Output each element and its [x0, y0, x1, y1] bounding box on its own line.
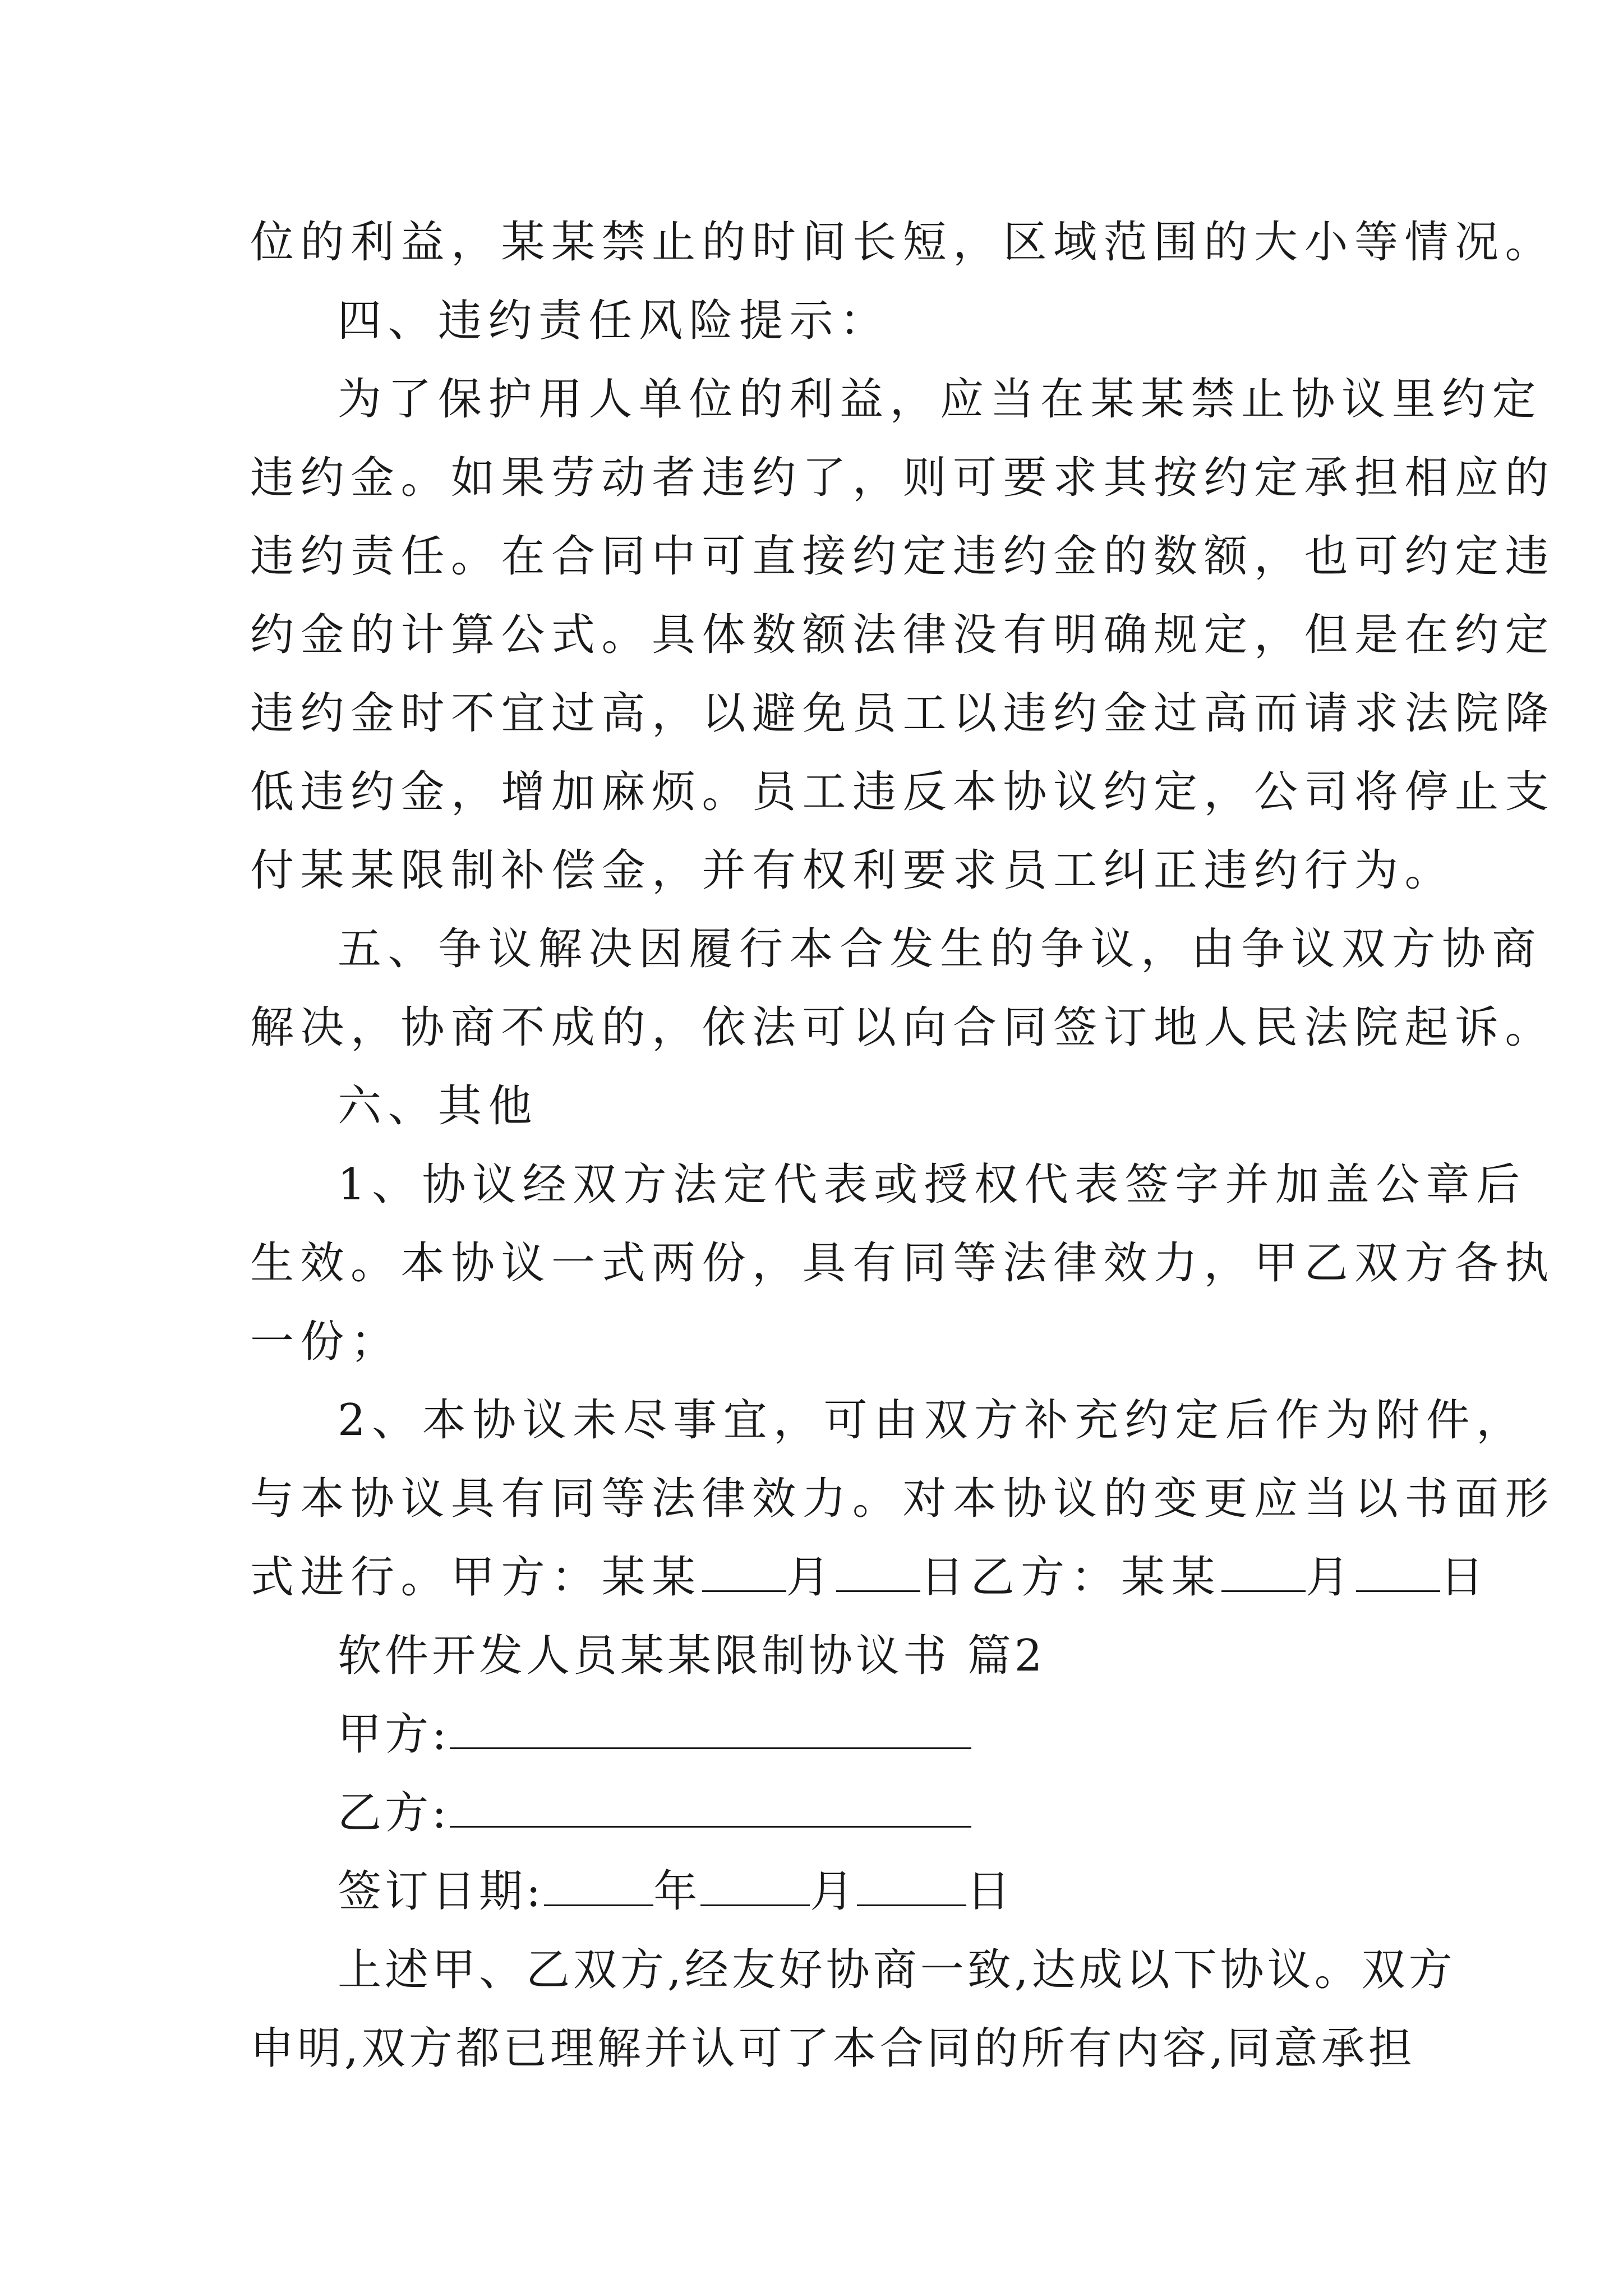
paragraph-line: 违约金时不宜过高，以避免员工以违约金过高而请求法院降 — [250, 688, 1556, 739]
paragraph-line: 约金的计算公式。具体数额法律没有明确规定，但是在约定 — [250, 610, 1556, 660]
month-label: 月 — [786, 1552, 837, 1603]
signature-prefix: 式进行。甲方：某某 — [250, 1552, 702, 1603]
section-heading-other: 六、其他 — [338, 1081, 539, 1131]
signature-middle: 日乙方：某某 — [920, 1552, 1222, 1603]
paragraph-line: 申明,双方都已理解并认可了本合同的所有内容,同意承担 — [250, 2023, 1415, 2074]
day-field[interactable] — [857, 1866, 966, 1906]
paragraph-line: 1、协议经双方法定代表或授权代表签字并加盖公章后 — [338, 1159, 1527, 1210]
day-label: 日 — [966, 1866, 1014, 1917]
paragraph-line: 生效。本协议一式两份，具有同等法律效力，甲乙双方各执 — [250, 1238, 1556, 1289]
paragraph-line: 为了保护用人单位的利益，应当在某某禁止协议里约定 — [338, 374, 1543, 425]
month-field[interactable] — [700, 1866, 810, 1906]
party-a-row — [338, 1701, 1465, 1768]
paragraph-line: 违约责任。在合同中可直接约定违约金的数额，也可约定违 — [250, 531, 1556, 582]
month-label: 月 — [1306, 1552, 1356, 1603]
blank-field[interactable] — [836, 1552, 920, 1592]
paragraph-line: 付某某限制补偿金，并有权利要求员工纠正违约行为。 — [250, 845, 1455, 896]
sign-date-label: 签订日期: — [338, 1866, 545, 1917]
paragraph-line: 低违约金，增加麻烦。员工违反本协议约定，公司将停止支 — [250, 767, 1556, 817]
blank-field[interactable] — [1221, 1552, 1306, 1592]
section-title: 软件开发人员某某限制协议书 篇2 — [338, 1631, 1046, 1681]
blank-field[interactable] — [1356, 1552, 1440, 1592]
paragraph-line: 一份； — [250, 1317, 401, 1367]
paragraph-line: 位的利益，某某禁止的时间长短，区域范围的大小等情况。 — [250, 217, 1556, 268]
signature-line — [250, 1544, 1491, 1611]
section-heading-dispute: 五、争议解决因履行本合发生的争议，由争议双方协商 — [338, 924, 1543, 974]
day-label: 日 — [1440, 1552, 1491, 1603]
paragraph-line: 违约金。如果劳动者违约了，则可要求其按约定承担相应的 — [250, 453, 1556, 503]
paragraph-line: 与本协议具有同等法律效力。对本协议的变更应当以书面形 — [250, 1474, 1556, 1524]
party-a-label: 甲方: — [338, 1709, 450, 1760]
year-field[interactable] — [544, 1866, 653, 1906]
year-label: 年 — [653, 1866, 701, 1917]
party-a-field[interactable] — [450, 1708, 971, 1749]
party-b-field[interactable] — [450, 1787, 971, 1828]
party-b-label: 乙方: — [338, 1788, 450, 1838]
paragraph-line: 上述甲、乙双方,经友好协商一致,达成以下协议。双方 — [338, 1945, 1456, 1995]
month-label: 月 — [810, 1866, 857, 1917]
paragraph-line: 解决，协商不成的，依法可以向合同签订地人民法院起诉。 — [250, 1002, 1556, 1053]
party-b-row — [338, 1779, 1465, 1847]
paragraph-line: 2、本协议未尽事宜，可由双方补充约定后作为附件， — [338, 1395, 1527, 1446]
sign-date-row — [338, 1858, 1465, 1925]
section-heading-breach: 四、违约责任风险提示： — [338, 296, 890, 346]
blank-field[interactable] — [702, 1552, 786, 1592]
